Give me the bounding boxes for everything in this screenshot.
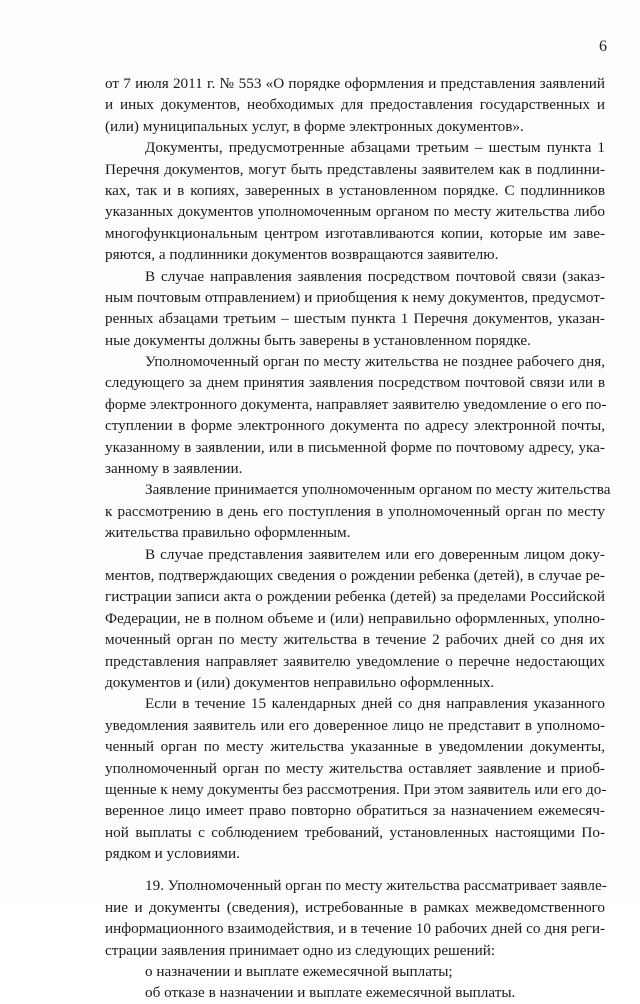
paragraph [105, 982, 605, 1003]
text-line: следующего за днем принятия заявления посредством почтовой связи или в [105, 374, 605, 392]
paragraph [105, 693, 605, 864]
text-line: уведомления заявитель или его доверенное лицо не представит в уполномо- [105, 716, 605, 734]
paragraph [105, 544, 605, 694]
text-line: многофункциональным центром изготавливаются копии, которые им заве- [105, 224, 605, 242]
text-line: ченный орган по месту жительства указанные в уведомлении документы, [105, 738, 605, 756]
text-line: веренное лицо имеет право повторно обратиться за назначением ежемесяч- [105, 802, 605, 820]
text-line: Перечня документов, могут быть представлены заявителем как в подлинни- [105, 160, 605, 178]
text-line: моченный орган по месту жительства в течение 2 рабочих дней со дня их [105, 631, 605, 649]
text-line: уполномоченный орган по месту жительства оставляет заявление и приоб- [105, 759, 605, 777]
text-line: Заявление принимается уполномоченным органом по месту жительства [145, 481, 611, 499]
paragraph [105, 961, 605, 982]
text-line: Документы, предусмотренные абзацами третьим – шестым пункта 1 [145, 139, 605, 157]
text-line: Уполномоченный орган по месту жительства не позднее рабочего дня, [145, 353, 605, 371]
text-line: ние и документы (сведения), истребованные в рамках межведомственного [105, 898, 605, 916]
paragraph-gap [105, 864, 605, 875]
text-line: к рассмотрению в день его поступления в уполномоченный орган по месту [105, 502, 605, 520]
text-line: документов и (или) документов неправильно оформленных. [105, 673, 495, 691]
paragraph [105, 479, 611, 543]
text-line: указанному в заявлении, или в письменной форме по почтовому адресу, ука- [105, 438, 605, 456]
text-line: щенные к нему документы без рассмотрения. При этом заявитель или его до- [105, 780, 607, 798]
text-line: занному в заявлении. [105, 460, 243, 478]
text-line: от 7 июля 2011 г. № 553 «О порядке оформления и представления заявлений [105, 75, 605, 92]
text-line: 19. Уполномоченный орган по месту жительства рассматривает заявле- [145, 877, 607, 895]
paragraph [105, 875, 605, 961]
text-line: и иных документов, необходимых для предоставления государственных и [105, 96, 605, 114]
paragraph [105, 137, 605, 265]
text-line: гистрации записи акта о рождении ребенка (детей) за пределами Российской [105, 588, 605, 606]
text-line: указанных документов уполномоченным органом по месту жительства либо [105, 203, 605, 221]
text-line: ным почтовым отправлением) и приобщения к нему документов, предусмот- [105, 288, 605, 306]
text-line: информационного взаимодействия, и в течение 10 рабочих дней со дня реги- [105, 920, 605, 938]
text-line: В случае направления заявления посредством почтовой связи (заказ- [145, 267, 605, 285]
text-line: Федерации, не в полном объеме и (или) неправильно оформленных, уполно- [105, 609, 605, 627]
paragraph [105, 73, 605, 137]
text-line: ментов, подтверждающих сведения о рождении ребенка (детей), в случае ре- [105, 566, 605, 584]
text-line: форме электронного документа, направляет заявителю уведомление о его по- [105, 395, 607, 413]
text-line: об отказе в назначении и выплате ежемесячной выплаты. [145, 984, 516, 1002]
text-line: ряются, а подлинники документов возвращаются заявителю. [105, 246, 499, 264]
paragraph [105, 266, 605, 352]
text-line: рядком и условиями. [105, 845, 240, 863]
text-line: Если в течение 15 календарных дней со дня направления указанного [145, 695, 605, 713]
text-line: ступлении в форме электронного документа по адресу электронной почты, [105, 417, 605, 435]
text-line: ренных абзацами третьим – шестым пункта 1 Перечня документов, указан- [105, 310, 605, 328]
text-line: о назначении и выплате ежемесячной выплаты; [145, 963, 453, 981]
page-number: 6 [599, 38, 607, 55]
text-line: ные документы должны быть заверены в установленном порядке. [105, 331, 531, 349]
text-line: В случае представления заявителем или его доверенным лицом доку- [145, 545, 605, 563]
document-body [105, 73, 611, 1004]
text-line: представления направляет заявителю уведомление о перечне недостающих [105, 652, 605, 670]
text-line: (или) муниципальных услуг, в форме электронных документов». [105, 117, 524, 135]
text-line: ках, так и в копиях, заверенных в установленном порядке. С подлинников [105, 181, 605, 199]
text-line: жительства правильно оформленным. [105, 524, 351, 542]
paragraph [105, 351, 605, 479]
text-line: ной выплаты с соблюдением требований, установленных настоящими По- [105, 823, 605, 841]
text-line: страции заявления принимает одно из следующих решений: [105, 941, 496, 959]
